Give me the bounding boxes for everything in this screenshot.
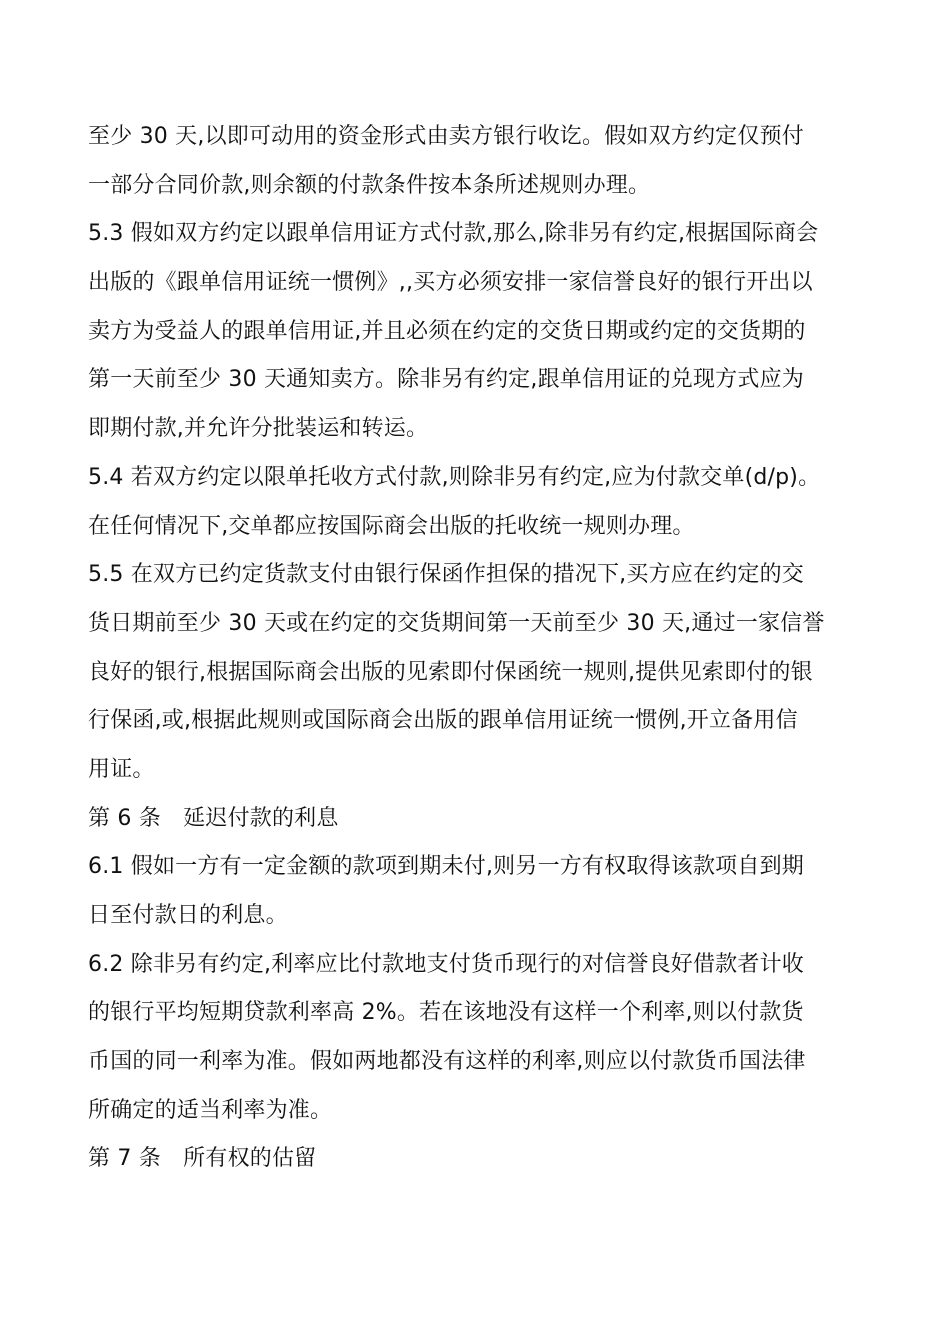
text-line: 至少 30 天,以即可动用的资金形式由卖方银行收讫。假如双方约定仅预付 bbox=[88, 124, 804, 149]
article-6-heading: 第 6 条 延迟付款的利息 bbox=[88, 805, 339, 831]
clause-5-3-line: 5.3 假如双方约定以跟单信用证方式付款,那么,除非另有约定,根据国际商会 bbox=[88, 221, 819, 247]
text-line: 卖方为受益人的跟单信用证,并且必须在约定的交货日期或约定的交货期的 bbox=[88, 318, 806, 344]
clause-6-1-line: 6.1 假如一方有一定金额的款项到期未付,则另一方有权取得该款项自到期 bbox=[88, 854, 804, 880]
text-line: 行保函,或,根据此规则或国际商会出版的跟单信用证统一惯例,开立备用信 bbox=[88, 708, 798, 734]
text-line: 良好的银行,根据国际商会出版的见索即付保函统一规则,提供见索即付的银 bbox=[88, 659, 813, 685]
text-line: 即期付款,并允许分批装运和转运。 bbox=[88, 416, 429, 442]
text-line: 在任何情况下,交单都应按国际商会出版的托收统一规则办理。 bbox=[88, 513, 695, 539]
article-7-heading: 第 7 条 所有权的估留 bbox=[88, 1146, 317, 1172]
text-line: 用证。 bbox=[88, 756, 155, 782]
text-line: 第一天前至少 30 天通知卖方。除非另有约定,跟单信用证的兑现方式应为 bbox=[88, 367, 804, 393]
text-line: 货日期前至少 30 天或在约定的交货期间第一天前至少 30 天,通过一家信誉 bbox=[88, 610, 825, 636]
text-line: 所确定的适当利率为准。 bbox=[88, 1097, 333, 1123]
text-line: 币国的同一利率为准。假如两地都没有这样的利率,则应以付款货币国法律 bbox=[88, 1049, 806, 1075]
clause-6-2-line: 6.2 除非另有约定,利率应比付款地支付货币现行的对信誉良好借款者计收 bbox=[88, 951, 804, 977]
clause-5-5-line: 5.5 在双方已约定货款支付由银行保函作担保的措况下,买方应在约定的交 bbox=[88, 562, 804, 588]
text-line: 日至付款日的利息。 bbox=[88, 903, 288, 928]
clause-5-4-line: 5.4 若双方约定以限单托收方式付款,则除非另有约定,应为付款交单(d/p)。 bbox=[88, 464, 821, 490]
document-body bbox=[88, 113, 878, 1184]
text-line: 一部分合同价款,则余额的付款条件按本条所述规则办理。 bbox=[88, 172, 651, 198]
text-line: 出版的《跟单信用证统一惯例》,,买方必须安排一家信誉良好的银行开出以 bbox=[88, 270, 813, 296]
text-line: 的银行平均短期贷款利率高 2%。若在该地没有这样一个利率,则以付款货 bbox=[88, 1000, 804, 1026]
